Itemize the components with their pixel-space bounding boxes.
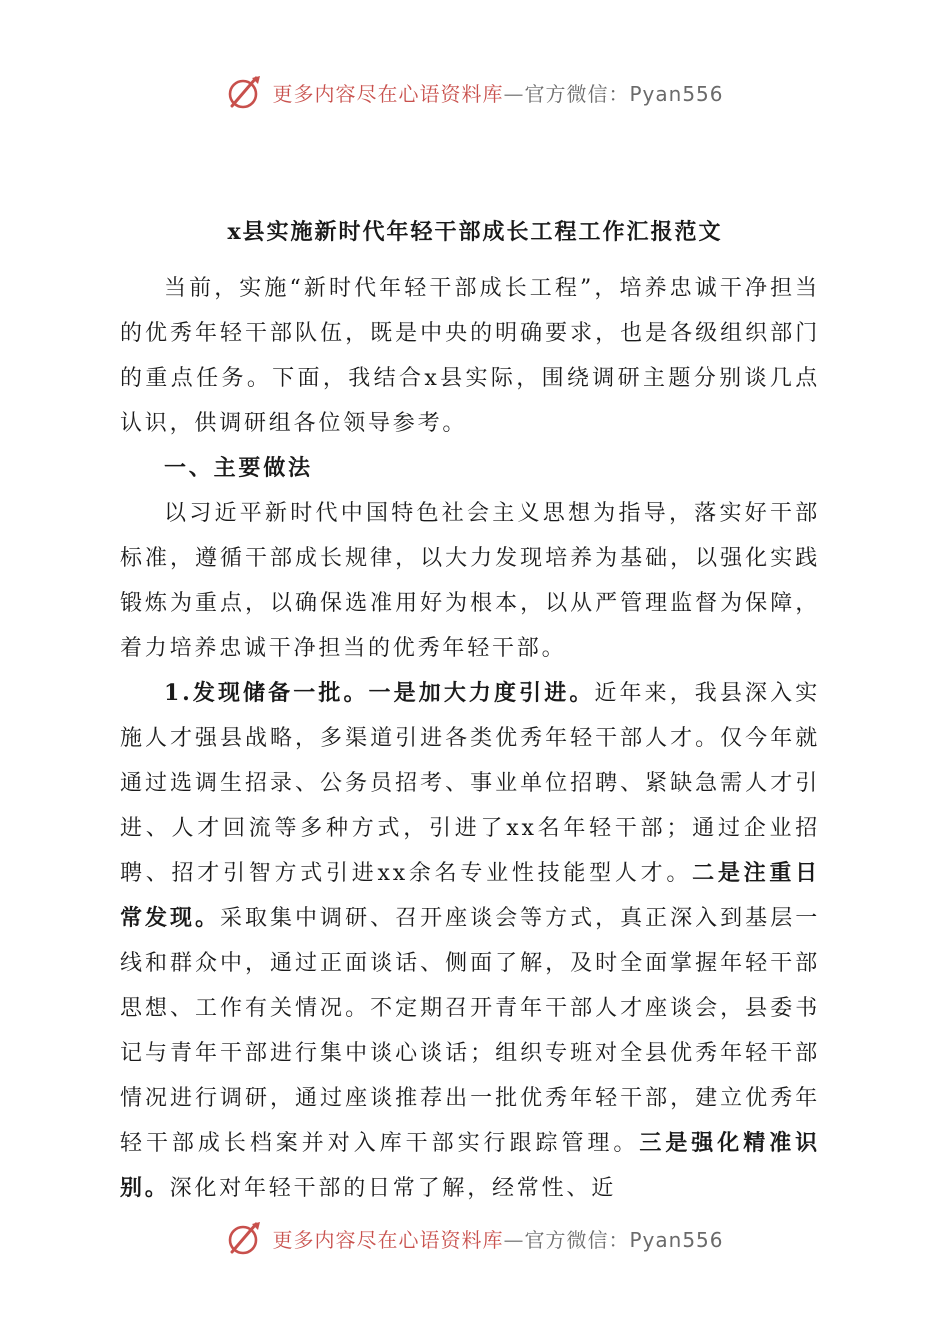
document-body: [120, 266, 820, 1211]
pen-circle-logo-icon: [226, 1218, 266, 1258]
banner-text: 更多内容尽在心语资料库—官方微信：Pyan556: [272, 1227, 724, 1252]
section-intro-paragraph: 以习近平新时代中国特色社会主义思想为指导，落实好干部标准，遵循干部成长规律，以大力发现培养为基础，以强化实践锻炼为重点，以确保选准用好为根本，以从严管理监督为保障，着力培养忠诚干净担当的优秀年轻干部。: [120, 501, 820, 661]
point3-title: 三是强化精准识别。: [120, 1130, 820, 1201]
point3-text: 深化对年轻干部的日常了解，经常性、近: [169, 1176, 617, 1201]
banner-text: 更多内容尽在心语资料库—官方微信：Pyan556: [272, 81, 724, 106]
pen-circle-logo-icon: [226, 72, 266, 112]
intro-paragraph: 当前，实施“新时代年轻干部成长工程”，培养忠诚干净担当的优秀年轻干部队伍，既是中央的明确要求，也是各级组织部门的重点任务。下面，我结合x县实际，围绕调研主题分别谈几点认识，供调研组各位领导参考。: [120, 276, 820, 436]
point2-text: 采取集中调研、召开座谈会等方式，真正深入到基层一线和群众中，通过正面谈话、侧面了解，及时全面掌握年轻干部思想、工作有关情况。不定期召开青年干部人才座谈会，县委书记与青年干部进行集中谈心谈话；组织专班对全县优秀年轻干部情况进行调研，通过座谈推荐出一批优秀年轻干部，建立优秀年轻干部成长档案并对入库干部实行跟踪管理。: [120, 906, 820, 1156]
section-heading: 一、主要做法: [164, 455, 313, 481]
document-title: x县实施新时代年轻干部成长工程工作汇报范文: [227, 219, 723, 245]
point1-text: 近年来，我县深入实施人才强县战略，多渠道引进各类优秀年轻干部人才。仅今年就通过选调生招录、公务员招考、事业单位招聘、紧缺急需人才引进、人才回流等多种方式，引进了xx名年轻干部；通过企业招聘、招才引智方式引进xx余名专业性技能型人才。: [120, 681, 820, 886]
point1-title: 一是加大力度引进。: [368, 680, 595, 706]
footer-banner: [0, 1218, 950, 1258]
header-banner: [0, 72, 950, 112]
point2-title: 二是注重日常发现。: [120, 860, 820, 931]
item1-title: 1.发现储备一批。: [164, 680, 369, 706]
item1-paragraph: [120, 671, 820, 1211]
